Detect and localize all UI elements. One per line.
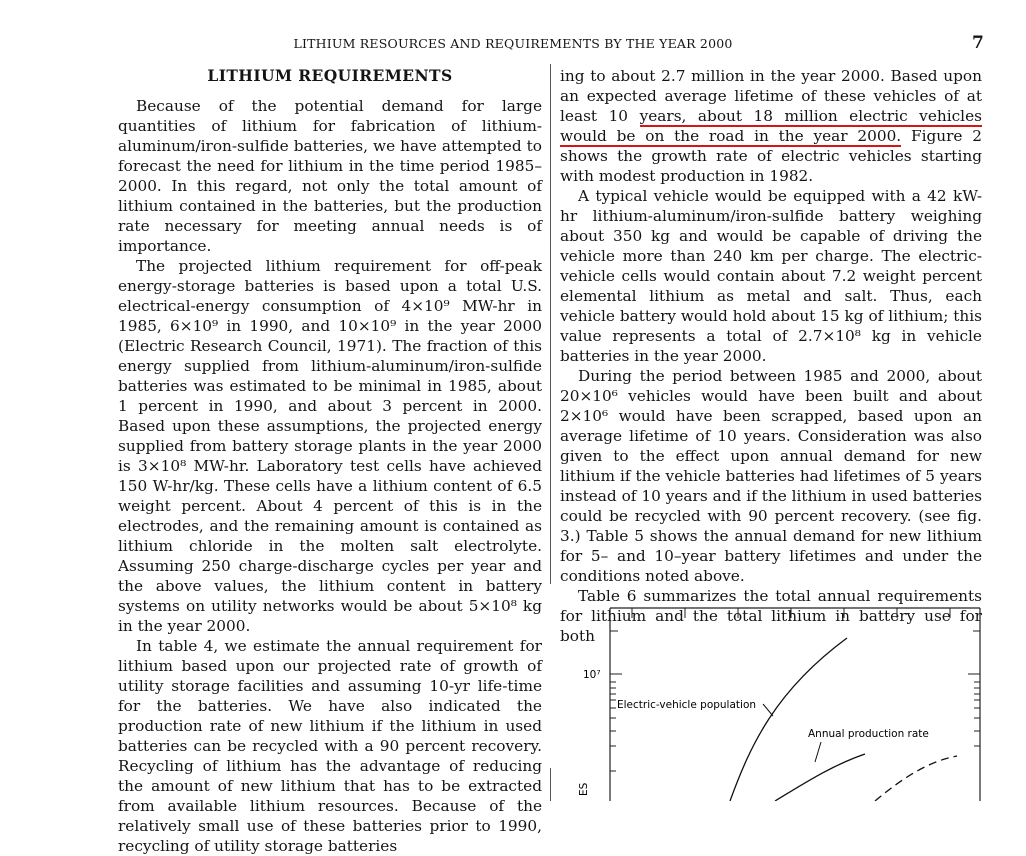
- series-label-vehicle-population: Electric-vehicle population: [617, 699, 757, 711]
- left-column: [118, 66, 542, 856]
- right-paragraph-1-end: Figure 2 shows the growth rate of electric vehicles starting with modest production in 1982.: [560, 127, 982, 185]
- left-paragraph-1: Because of the potential demand for large quantities of lithium for fabrication of lithium-aluminum/iron-sulfide batteries, we have attempted to forecast the need for lithium in the time period 1985–2000. In this regard, not only the total amount of lithium contained in the batteries, but the production rate necessary for meeting annual needs is of importance.: [118, 97, 542, 255]
- production-rate-curve: [775, 754, 865, 801]
- population-leader-line: [763, 704, 773, 716]
- left-paragraph-3: In table 4, we estimate the annual requirement for lithium based upon our projected rate of growth of utility storage facilities and assuming 10-yr life-time for the batteries. We have also indicated the production rate of new lithium if the lithium in used batteries can be recycled with a 90 percent recovery. Recycling of lithium has the advantage of reducing the amount of new lithium that has to be extracted from available lithium resources. Because of the relatively small use of these batteries prior to 1990, recycling of utility storage batteries: [118, 637, 542, 855]
- right-column: [560, 66, 982, 646]
- right-axis-ticks: [968, 631, 980, 746]
- left-paragraph-2: The projected lithium requirement for off-peak energy-storage batteries is based upon a total U.S. electrical-energy consumption of 4×10⁹ MW-hr in 1985, 6×10⁹ in 1990, and 10×10⁹ in the year 2000 (Electric Research Council, 1971). The fraction of this energy supplied from lithium-aluminum/iron-sulfide batteries was estimated to be minimal in 1985, about 1 percent in 1990, and about 3 percent in 2000. Based upon these assumptions, the projected energy supplied from battery storage plants in the year 2000 is 3×10⁸ MW-hr. Laboratory test cells have achieved 150 W-hr/kg. These cells have a lithium content of 6.5 weight percent. About 4 percent of this is in the electrodes, and the remaining amount is contained as lithium chloride in the molten salt electrolyte. Assuming 250 charge-discharge cycles per year and the above values, the lithium content in battery systems on utility networks would be about 5×10⁸ kg in the year 2000.: [118, 257, 542, 635]
- right-paragraph-3: During the period between 1985 and 2000, about 20×10⁶ vehicles would have been built and about 2×10⁶ would have been scrapped, based upon an average lifetime of 10 years. Consideration was also given to the effect upon annual demand for new lithium if the vehicle batteries had lifetimes of 5 years instead of 10 years and if the lithium in used batteries could be recycled with 90 percent recovery. (see fig. 3.) Table 5 shows the annual demand for new lithium for 5– and 10–year battery lifetimes and under the conditions noted above.: [560, 367, 982, 585]
- figure-plot: [575, 596, 995, 801]
- y-tick-label: 10⁷: [583, 669, 601, 681]
- production-leader-line: [815, 742, 821, 762]
- right-paragraph-1: [560, 66, 982, 186]
- dashed-curve: [875, 756, 957, 801]
- right-paragraph-1-start: ing to about 2.7 million in the year 2000. Based upon an expected average lifetime of these vehicles of at least 10: [560, 67, 982, 125]
- vehicle-population-curve: [730, 638, 847, 801]
- section-heading: LITHIUM REQUIREMENTS: [207, 66, 453, 85]
- y-axis-label-fragment: ES: [578, 782, 590, 796]
- highlighted-sentence: years, about 18 million electric vehicles would be on the road in the year 2000.: [560, 107, 982, 145]
- page-number: 7: [972, 33, 984, 53]
- top-axis-ticks: [632, 608, 950, 618]
- column-divider: [550, 64, 552, 584]
- running-title: LITHIUM RESOURCES AND REQUIREMENTS BY THE YEAR 2000: [293, 36, 733, 51]
- running-header: [0, 33, 1026, 56]
- right-paragraph-2: A typical vehicle would be equipped with a 42 kW-hr lithium-aluminum/iron-sulfide battery weighing about 350 kg and would be capable of driving the vehicle more than 240 km per charge. The electric-vehicle cells would contain about 7.2 weight percent elemental lithium as metal and salt. Thus, each vehicle battery would hold about 15 kg of lithium; this value represents a total of 2.7×10⁸ kg in vehicle batteries in the year 2000.: [560, 187, 982, 365]
- figure-2-partial: [575, 596, 995, 801]
- right-paragraph-4: Table 6 summarizes the total annual requirements for lithium and the total lithium in battery use for both: [560, 587, 982, 645]
- series-label-production-rate: Annual production rate: [808, 728, 929, 740]
- column-divider-lower: [550, 768, 552, 801]
